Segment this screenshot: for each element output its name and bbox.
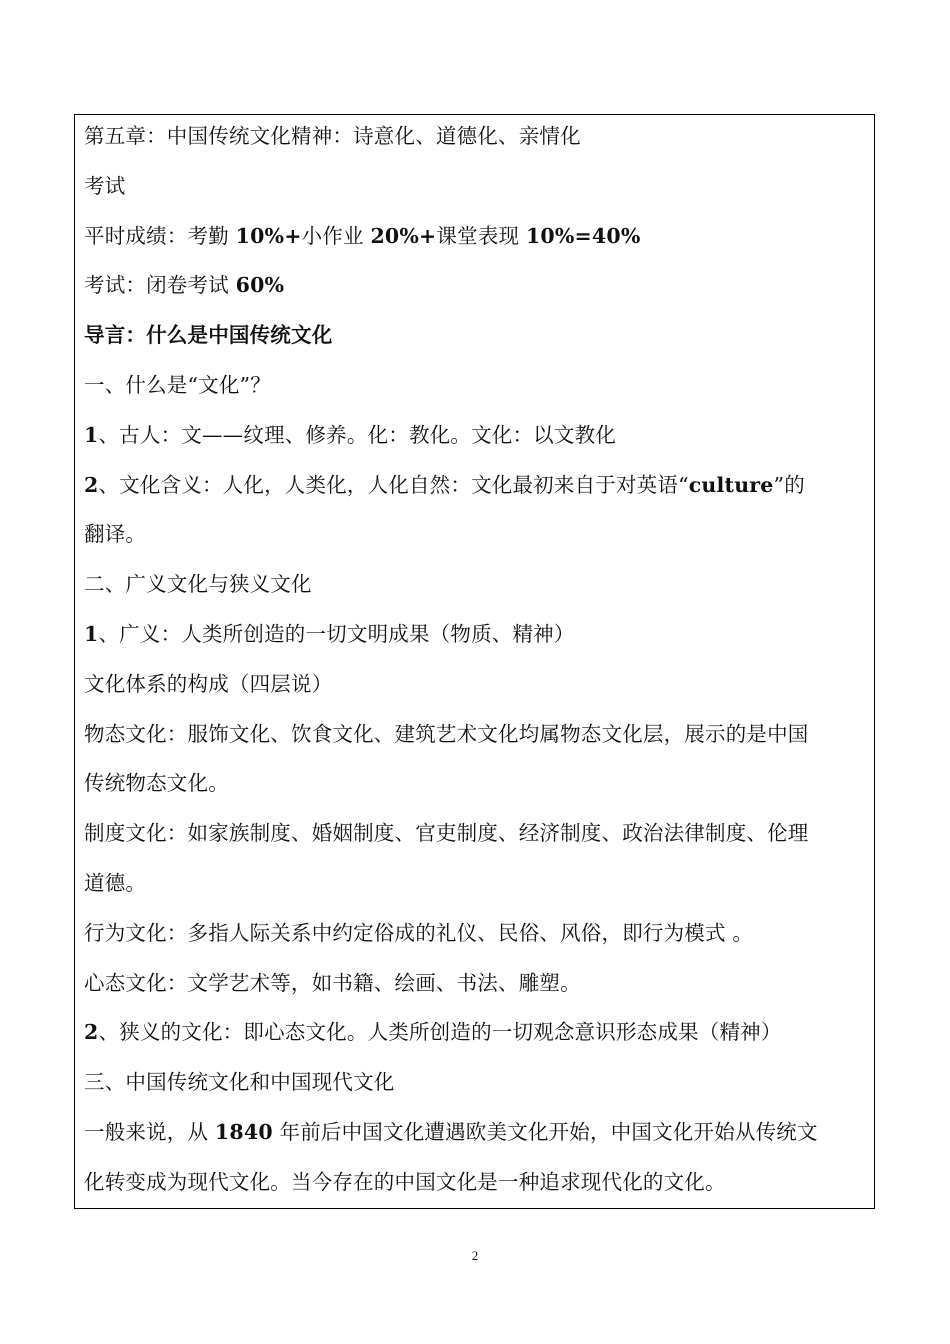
text-line	[84, 522, 146, 546]
text-span: culture	[688, 472, 774, 497]
text-line	[84, 124, 581, 148]
text-line	[84, 1170, 726, 1194]
text-span: 1	[84, 622, 99, 646]
text-span: 考试	[84, 173, 126, 198]
text-line	[84, 1020, 782, 1044]
text-span: 一、什么是“文化”？	[84, 373, 271, 397]
text-span: 1840	[214, 1120, 273, 1144]
text-span: 一般来说，从	[84, 1120, 215, 1144]
text-span: 三、中国传统文化和中国现代文化	[84, 1070, 395, 1095]
text-span: 行为文化：多指人际关系中约定俗成的礼仪、民俗、风俗，即行为模式 。	[84, 920, 754, 945]
text-line	[84, 373, 271, 397]
page-number: 2	[471, 1248, 479, 1263]
text-span: 二、广义文化与狭义文化	[84, 572, 312, 597]
text-span: 2	[84, 1020, 99, 1045]
text-line	[84, 871, 146, 895]
text-line	[84, 572, 312, 596]
text-line	[84, 273, 284, 297]
text-line	[84, 224, 641, 248]
text-line	[84, 722, 809, 746]
text-span: ”的	[773, 472, 805, 497]
text-span: 、广义：人类所创造的一切文明成果（物质、精神）	[98, 622, 575, 646]
text-span: 、狭义的文化：即心态文化。人类所创造的一切观念意识形态成果（精神）	[98, 1020, 782, 1045]
text-span: 化转变成为现代文化。当今存在的中国文化是一种追求现代化的文化。	[84, 1169, 726, 1194]
text-span: 课堂表现	[436, 223, 526, 248]
text-span: 20%+	[370, 223, 437, 248]
text-line	[84, 921, 753, 945]
text-span: 2	[84, 472, 99, 497]
text-line	[84, 771, 229, 795]
text-span: 文化体系的构成（四层说）	[84, 671, 333, 696]
text-line	[84, 1070, 395, 1094]
text-line	[84, 1120, 818, 1144]
text-span: 1	[84, 422, 99, 447]
text-span: 年前后中国文化遭遇欧美文化开始，中国文化开始从传统文	[272, 1120, 818, 1144]
text-span: 60%	[235, 273, 285, 298]
text-line	[84, 473, 805, 497]
text-span: 小作业	[301, 223, 371, 248]
text-span: 10%+	[235, 223, 302, 248]
text-line	[84, 821, 809, 845]
text-span: 10%=40%	[525, 223, 641, 248]
text-span: 传统物态文化。	[84, 771, 229, 796]
text-span: 物态文化：服饰文化、饮食文化、建筑艺术文化均属物态文化层，展示的是中国	[84, 721, 809, 746]
text-span: 平时成绩：考勤	[84, 223, 236, 248]
text-line	[84, 672, 332, 696]
section-heading: 导言：什么是中国传统文化	[84, 323, 333, 348]
text-span: 制度文化：如家族制度、婚姻制度、官吏制度、经济制度、政治法律制度、伦理	[84, 821, 809, 846]
text-span: 道德。	[84, 871, 147, 895]
text-line	[84, 622, 575, 646]
text-line	[84, 323, 332, 347]
text-line	[84, 423, 616, 447]
text-span: 、文化含义：人化，人类化，人化自然：文化最初来自于对英语“	[98, 472, 689, 497]
text-span: 翻译。	[84, 522, 147, 547]
text-line	[84, 174, 125, 198]
text-span: 、古人：文——纹理、修养。化：教化。文化：以文教化	[98, 422, 616, 447]
text-span: 考试：闭卷考试	[84, 273, 236, 298]
text-span: 第五章：中国传统文化精神：诗意化、道德化、亲情化	[84, 124, 581, 148]
text-line	[84, 971, 581, 995]
text-span: 心态文化：文学艺术等，如书籍、绘画、书法、雕塑。	[84, 970, 581, 995]
